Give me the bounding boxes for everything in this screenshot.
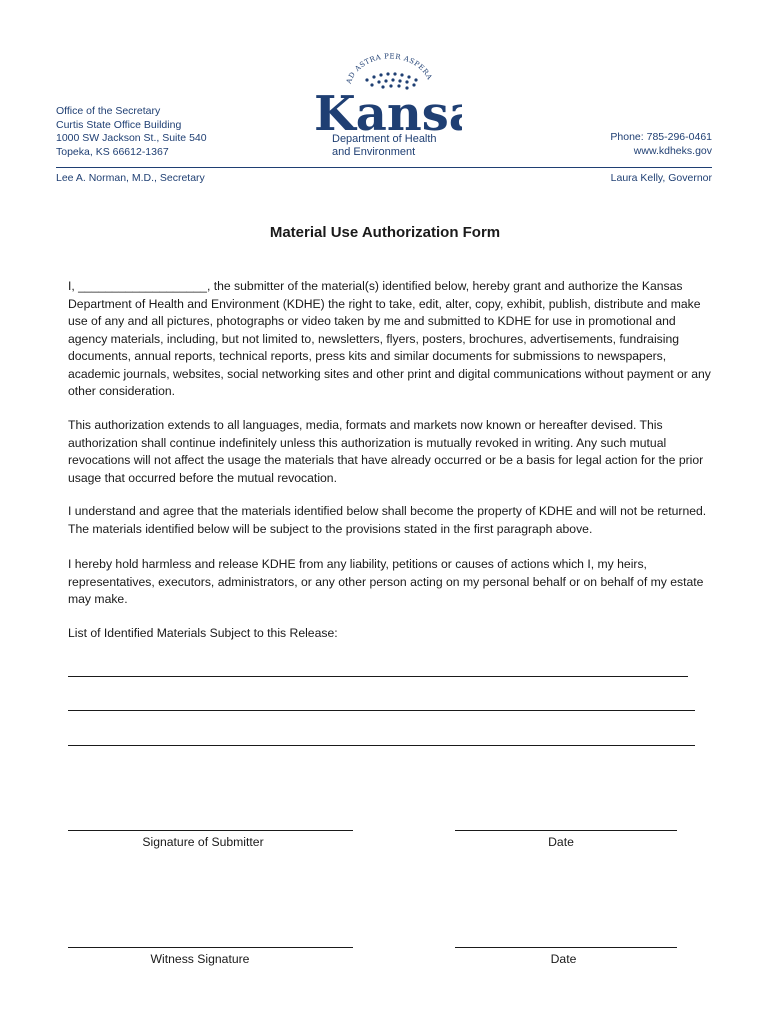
witness-signature-label: Witness Signature (150, 952, 250, 966)
date-line-2[interactable] (455, 947, 677, 948)
paragraph-release: I hereby hold harmless and release KDHE from any liability, petitions or causes of actions which I, my heirs, representatives, executors, administrators, or any other person acting on my personal behalf or on behalf of my estate may make. (68, 557, 704, 606)
phone: Phone: 785-296-0461 (610, 131, 712, 143)
date-line-1[interactable] (455, 830, 677, 831)
paragraph-authorization: I, ___________________, the submitter of the material(s) identified below, hereby grant and authorize the Kansas Department of Health and Environment (KDHE) the right to take, edit, alter, copy, exhibit, publish, distribute and make use of any and all pictures, photographs or video taken by me and submitted to KDHE for use in promotional and agency materials, including, but not limited to, newsletters, flyers, posters, brochures, advertisements, fundraising documents, annual reports, technical reports, press kits and similar documents for submissions to newspapers, academic journals, websites, social networking sites and other print and digital communications without payment or any other consideration. (68, 279, 711, 398)
header-divider (56, 167, 712, 168)
materials-list-label: List of Identified Materials Subject to this Release: (68, 626, 338, 640)
materials-line-1[interactable] (68, 676, 688, 677)
paragraph-property: I understand and agree that the materials identified below shall become the property of KDHE and will not be returned. The materials identified below will be subject to the provisions stated in the first paragraph above. (68, 504, 707, 536)
logo-name: Kans (314, 86, 449, 135)
address-line: Curtis State Office Building (56, 118, 182, 131)
paragraph-extension: This authorization extends to all languages, media, formats and markets now known or hereafter devised. This authorization shall continue indefinitely unless this authorization is mutually revoked in writing. Any such mutual revocations will not affect the usage the materials that have already occurred or be a basis for legal action for the prior usage that occurred before the mutual revocation. (68, 418, 704, 485)
office-address (56, 105, 207, 159)
address-line: Office of the Secretary (56, 105, 161, 117)
secretary-name: Lee A. Norman, M.D., Secretary (56, 172, 205, 184)
witness-signature-line[interactable] (68, 947, 353, 948)
materials-line-2[interactable] (68, 710, 695, 711)
kansas-logo-graphic (312, 50, 462, 135)
date-label-1: Date (548, 835, 574, 849)
motto-text: AD ASTRA PER ASPERA (344, 52, 434, 85)
kdhe-logo (312, 50, 462, 165)
department-name (332, 133, 437, 159)
governor-name: Laura Kelly, Governor (610, 172, 712, 184)
dept-line-1: Department of Health (332, 133, 437, 145)
submitter-signature-label: Signature of Submitter (142, 835, 264, 849)
submitter-signature-line[interactable] (68, 830, 353, 831)
address-line: 1000 SW Jackson St., Suite 540 (56, 132, 207, 144)
dept-line-2: and Environment (332, 146, 416, 158)
address-line: Topeka, KS 66612-1367 (56, 145, 169, 158)
contact-info (610, 131, 712, 158)
date-label-2: Date (550, 952, 577, 966)
materials-line-3[interactable] (68, 745, 695, 746)
website: www.kdheks.gov (633, 144, 712, 157)
form-title: Material Use Authorization Form (269, 224, 501, 241)
